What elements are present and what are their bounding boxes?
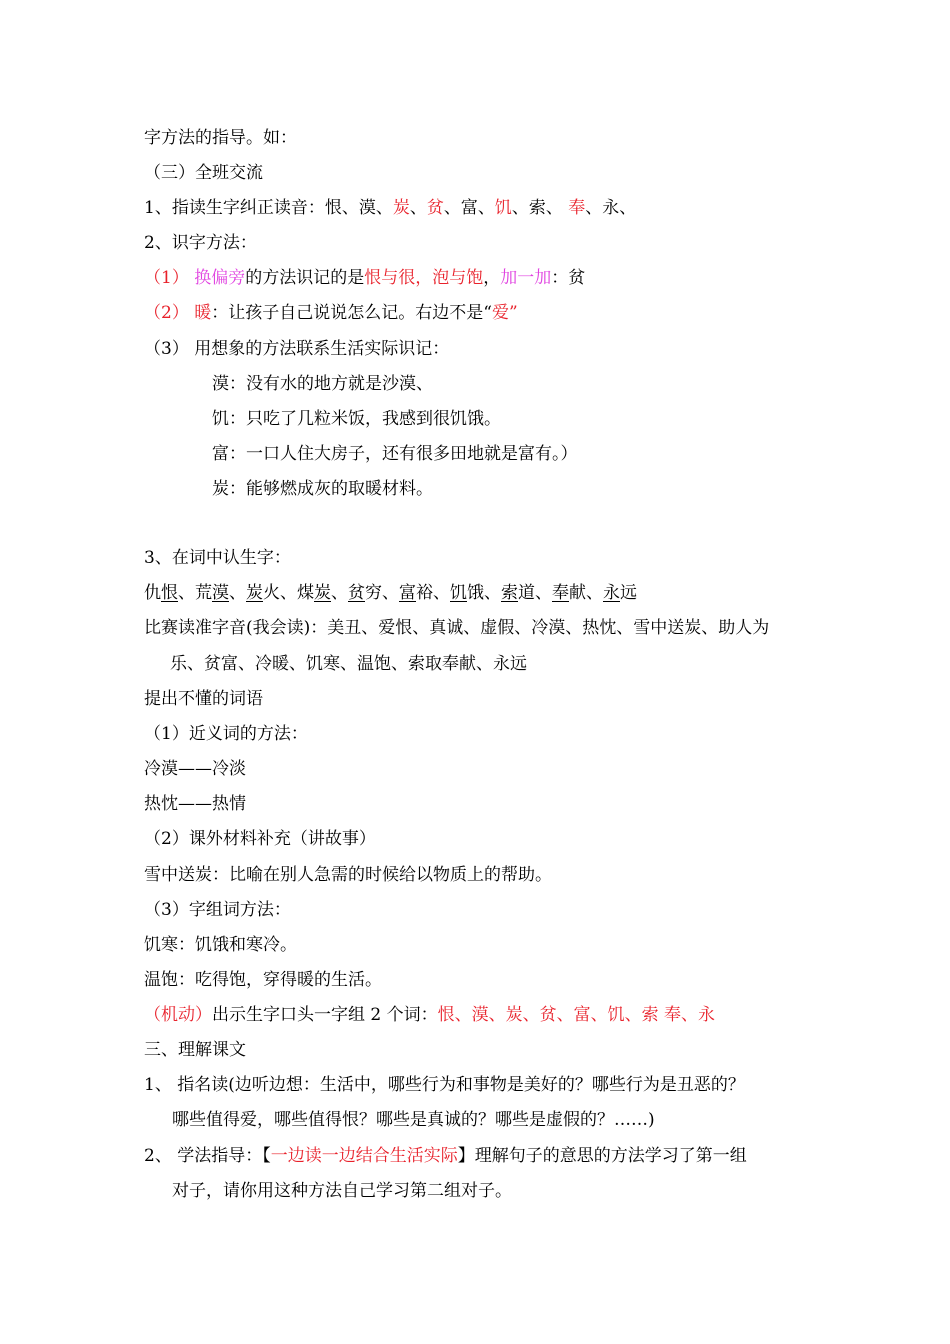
word-char: 仇 [144,583,161,603]
text-line: 字方法的指导。如： [144,128,297,148]
text-line: 哪些值得爱，哪些值得恨？哪些是真诚的？哪些是虚假的？……) [172,1110,655,1130]
highlight-char: 饥 [494,198,512,218]
text-line: （3）字组词方法： [144,900,291,920]
text-line [144,302,518,324]
text-line: 提出不懂的词语 [144,689,263,709]
highlight-char: 贫 [426,198,444,218]
text-line: 雪中送炭：比喻在别人急需的时候给以物质上的帮助。 [144,865,552,885]
target-char: 贫 [348,583,365,603]
bracket: 【 [262,1146,271,1166]
text-line: 乐、贫富、冷暖、饥寒、温饱、索取奉献、永远 [170,654,527,674]
text-line: 1、 指名读(边听边想：生活中，哪些行为和事物是美好的？哪些行为是丑恶的？ [144,1075,745,1095]
target-char: 索 [501,583,518,603]
word-char: 火 [263,583,280,603]
word-char: 远 [620,583,637,603]
separator: 、 [433,583,450,603]
word-char: 裕 [416,583,433,603]
target-char: 饥 [450,583,467,603]
text-line [144,1004,715,1026]
separator: 、 [229,583,246,603]
target-char: 漠 [212,583,229,603]
target-char: 永 [603,583,620,603]
text-span: 、永、 [585,198,637,218]
highlight-char: 奉 [568,198,586,218]
word-list [144,582,637,604]
text-line: 富：一口人住大房子，还有很多田地就是富有。） [212,444,578,464]
separator: 、 [586,583,603,603]
highlight-char: 暖 [188,303,212,323]
text-line: （3） 用想象的方法联系生活实际识记： [144,339,450,359]
text-line: 热忱——热情 [144,794,246,814]
separator: 、 [484,583,501,603]
list-number: （1） [144,268,189,288]
text-span: ：让孩子自己说说怎么记。右边不是“ [211,303,492,323]
word-char: 献 [569,583,586,603]
text-line: 漠：没有水的地方就是沙漠、 [212,374,433,394]
text-line [144,267,585,289]
text-span: ” [508,303,518,323]
text-span: ：贫 [551,268,586,288]
text-span: 2、 学法指导： [144,1146,263,1166]
highlight-char: 炭 [392,198,410,218]
bracket: 】 [457,1146,475,1166]
separator: 、 [382,583,399,603]
target-char: 炭 [246,583,263,603]
text-line: 2、识字方法： [144,233,257,253]
text-line [144,1145,747,1167]
separator: 、 [535,583,552,603]
text-span: 、富、 [443,198,495,218]
highlight-text: 恨与很，泡与饱 [364,268,484,288]
word-char: 穷 [365,583,382,603]
text-line [144,197,636,219]
text-span: 的方法识记的是 [245,268,365,288]
text-line: 3、在词中认生字： [144,548,291,568]
highlight-text: 恨、漠、炭、贫、富、饥、索 奉、永 [437,1005,716,1025]
separator: 、 [331,583,348,603]
target-char: 炭 [314,583,331,603]
text-line: 饥：只吃了几粒米饭，我感到很饥饿。 [212,409,501,429]
target-char: 富 [399,583,416,603]
word-char: 饿 [467,583,484,603]
text-span: 理解句子的意思的方法学习了第一组 [474,1146,747,1166]
section-heading: 三、理解课文 [144,1040,246,1060]
text-span: ， [483,268,501,288]
text-span: 出示生字口头一字组 2 个词： [212,1005,438,1025]
text-line: 冷漠——冷淡 [144,759,246,779]
text-span: 1、指读生字纠正读音：恨、漠、 [144,198,393,218]
section-heading: （三）全班交流 [144,163,263,183]
highlight-char: 爱 [491,303,509,323]
text-line: 炭：能够燃成灰的取暖材料。 [212,479,433,499]
word-char: 荒 [195,583,212,603]
text-span: 、索、 [511,198,569,218]
text-line: （1）近义词的方法： [144,724,308,744]
text-line: 温饱：吃得饱，穿得暖的生活。 [144,970,382,990]
separator: 、 [280,583,297,603]
word-char: 道 [518,583,535,603]
text-line: 对子，请你用这种方法自己学习第二组对子。 [172,1181,512,1201]
text-line: （2）课外材料补充（讲故事） [144,829,376,849]
separator: 、 [178,583,195,603]
highlight-text: 换偏旁 [188,268,246,288]
highlight-text: （机动） [144,1005,212,1025]
text-line: 比赛读准字音(我会读)：美丑、爱恨、真诚、虚假、冷漠、热忱、雪中送炭、助人为 [144,618,770,638]
word-char: 煤 [297,583,314,603]
list-number: （2） [144,303,189,323]
highlight-text: 一边读一边结合生活实际 [270,1146,458,1166]
target-char: 恨 [161,583,178,603]
text-line: 饥寒：饥饿和寒冷。 [144,935,297,955]
highlight-text: 加一加 [500,268,552,288]
text-span: 、 [409,198,427,218]
target-char: 奉 [552,583,569,603]
